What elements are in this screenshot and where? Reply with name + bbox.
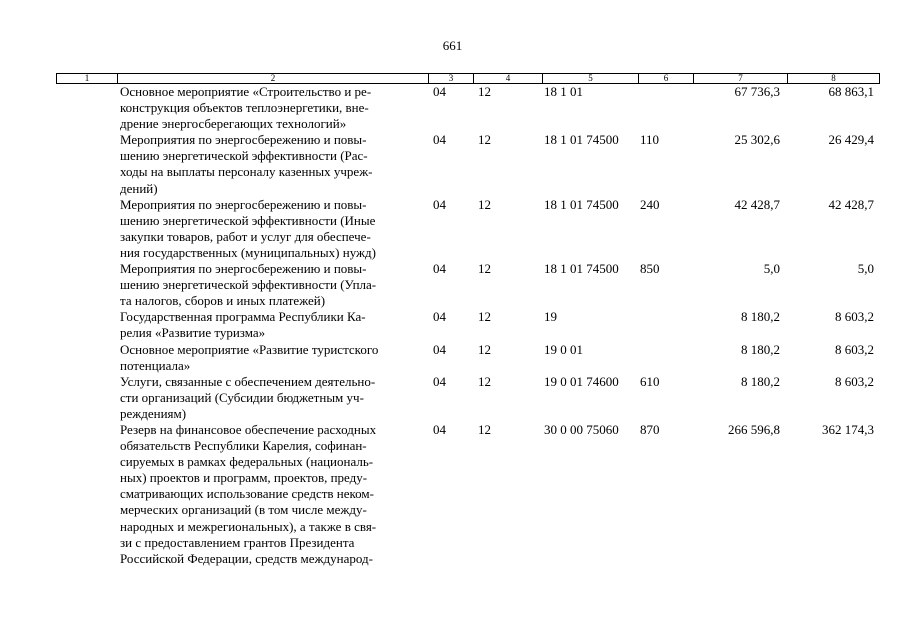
header-col-4: 4 bbox=[473, 74, 542, 83]
row-name-line: сматривающих использование средств неком- bbox=[120, 486, 374, 502]
row-subsection: 12 bbox=[478, 261, 491, 277]
row-target-code: 18 1 01 74500 bbox=[544, 132, 619, 148]
row-name-line: Основное мероприятие «Развитие туристского bbox=[120, 341, 379, 357]
row-name-line: Резерв на финансовое обеспечение расходных bbox=[120, 421, 377, 437]
row-subsection: 12 bbox=[478, 341, 491, 357]
row-name bbox=[116, 309, 427, 341]
table-header bbox=[56, 73, 880, 84]
row-expense-type: 110 bbox=[640, 132, 660, 148]
table-row bbox=[56, 342, 880, 374]
table-row bbox=[56, 261, 880, 309]
row-subsection: 12 bbox=[478, 309, 491, 325]
header-col-5: 5 bbox=[542, 74, 638, 83]
row-amount-year-2: 42 428,7 bbox=[828, 196, 874, 212]
row-target-code: 18 1 01 74500 bbox=[544, 196, 619, 212]
row-name-line: ния государственных (муниципальных) нужд) bbox=[120, 244, 376, 260]
row-name bbox=[116, 342, 427, 374]
row-amount-year-1: 5,0 bbox=[763, 261, 780, 277]
row-name-line: дрение энергосберегающих технологий» bbox=[120, 116, 347, 132]
row-amount-year-1: 8 180,2 bbox=[741, 373, 780, 389]
row-name-line: ных) проектов и программ, проектов, преду- bbox=[120, 470, 368, 486]
row-name-line: Основное мероприятие «Строительство и ре- bbox=[120, 84, 372, 99]
row-amount-year-2: 8 603,2 bbox=[835, 373, 874, 389]
row-name-line: зи с предоставлением грантов Президента bbox=[120, 534, 355, 550]
header-col-1: 1 bbox=[84, 73, 90, 83]
row-name bbox=[116, 197, 427, 261]
row-amount-year-1: 42 428,7 bbox=[734, 196, 780, 212]
row-amount-year-1: 266 596,8 bbox=[728, 421, 780, 437]
row-amount-year-2: 8 603,2 bbox=[835, 341, 874, 357]
row-subsection: 12 bbox=[478, 196, 491, 212]
row-section: 04 bbox=[433, 261, 446, 277]
row-section: 04 bbox=[433, 132, 446, 148]
row-name-line: закупки товаров, работ и услуг для обеспече- bbox=[120, 228, 371, 244]
row-amount-year-1: 8 180,2 bbox=[741, 341, 780, 357]
header-col-7: 7 bbox=[693, 74, 787, 83]
row-expense-type bbox=[637, 309, 692, 341]
table-row bbox=[56, 197, 880, 261]
row-amount-year-2: 68 863,1 bbox=[828, 84, 874, 99]
table-row bbox=[56, 374, 880, 422]
row-name-line: Мероприятия по энергосбережению и повы- bbox=[120, 196, 367, 212]
row-name-line: релия «Развитие туризма» bbox=[120, 325, 266, 341]
row-amount-year-1: 8 180,2 bbox=[741, 309, 780, 325]
row-col-1 bbox=[56, 309, 116, 341]
row-name-line: конструкция объектов теплоэнергетики, вне- bbox=[120, 100, 369, 116]
row-name-line: шению энергетической эффективности (Иные bbox=[120, 212, 376, 228]
row-subsection: 12 bbox=[478, 132, 491, 148]
row-amount-year-2: 8 603,2 bbox=[835, 309, 874, 325]
row-section: 04 bbox=[433, 84, 446, 99]
row-subsection: 12 bbox=[478, 84, 491, 99]
budget-table bbox=[56, 73, 880, 567]
row-col-1 bbox=[56, 132, 116, 196]
row-name-line: народных и межрегиональных), а также в свя- bbox=[120, 518, 377, 534]
row-target-code: 19 0 01 bbox=[544, 341, 583, 357]
table-row bbox=[56, 309, 880, 341]
row-col-1 bbox=[56, 342, 116, 374]
row-name bbox=[116, 132, 427, 196]
row-expense-type bbox=[637, 342, 692, 374]
row-name-line: Мероприятия по энергосбережению и повы- bbox=[120, 132, 367, 148]
row-section: 04 bbox=[433, 373, 446, 389]
row-col-1 bbox=[56, 84, 116, 132]
row-expense-type: 240 bbox=[640, 196, 660, 212]
row-expense-type: 870 bbox=[640, 421, 660, 437]
row-col-1 bbox=[56, 261, 116, 309]
row-amount-year-1: 67 736,3 bbox=[734, 84, 780, 99]
row-name-line: Мероприятия по энергосбережению и повы- bbox=[120, 261, 367, 277]
row-section: 04 bbox=[433, 421, 446, 437]
row-name-line: ходы на выплаты персоналу казенных учреж- bbox=[120, 164, 373, 180]
row-name-line: мерческих организаций (в том числе между- bbox=[120, 502, 367, 518]
row-name bbox=[116, 261, 427, 309]
row-name-line: шению энергетической эффективности (Упла- bbox=[120, 277, 377, 293]
header-col-8: 8 bbox=[787, 74, 879, 83]
table-row bbox=[56, 132, 880, 196]
row-target-code: 18 1 01 74500 bbox=[544, 261, 619, 277]
header-col-3: 3 bbox=[428, 74, 473, 83]
row-subsection: 12 bbox=[478, 421, 491, 437]
row-name-line: сти организаций (Субсидии бюджетным уч- bbox=[120, 389, 364, 405]
row-name bbox=[116, 422, 427, 567]
table-body bbox=[56, 84, 880, 567]
row-amount-year-2: 5,0 bbox=[857, 261, 874, 277]
row-amount-year-1: 25 302,6 bbox=[734, 132, 780, 148]
row-name-line: Российской Федерации, средств международ- bbox=[120, 550, 373, 566]
row-subsection: 12 bbox=[478, 373, 491, 389]
row-name-line: та налогов, сборов и иных платежей) bbox=[120, 293, 326, 309]
row-name-line: обязательств Республики Карелия, софинан- bbox=[120, 438, 367, 454]
header-col-6: 6 bbox=[638, 74, 693, 83]
row-section: 04 bbox=[433, 309, 446, 325]
row-name-line: потенциала» bbox=[120, 357, 191, 373]
header-col-2: 2 bbox=[117, 74, 428, 83]
row-name-line: дений) bbox=[120, 180, 158, 196]
table-row bbox=[56, 84, 880, 132]
row-expense-type: 610 bbox=[640, 373, 660, 389]
row-target-code: 19 bbox=[544, 309, 557, 325]
row-name-line: сируемых в рамках федеральных (националь- bbox=[120, 454, 374, 470]
row-target-code: 19 0 01 74600 bbox=[544, 373, 619, 389]
row-expense-type bbox=[637, 84, 692, 132]
row-col-1 bbox=[56, 422, 116, 567]
table-row bbox=[56, 422, 880, 567]
row-name bbox=[116, 374, 427, 422]
row-amount-year-2: 362 174,3 bbox=[822, 421, 874, 437]
row-name-line: Государственная программа Республики Ка- bbox=[120, 309, 366, 325]
page-number: 661 bbox=[442, 38, 463, 53]
row-amount-year-2: 26 429,4 bbox=[828, 132, 874, 148]
row-name-line: шению энергетической эффективности (Рас- bbox=[120, 148, 368, 164]
row-target-code: 18 1 01 bbox=[544, 84, 583, 99]
row-expense-type: 850 bbox=[640, 261, 660, 277]
row-name-line: реждениям) bbox=[120, 405, 187, 421]
row-target-code: 30 0 00 75060 bbox=[544, 421, 619, 437]
row-col-1 bbox=[56, 197, 116, 261]
row-name-line: Услуги, связанные с обеспечением деятельно- bbox=[120, 373, 376, 389]
row-section: 04 bbox=[433, 341, 446, 357]
row-name bbox=[116, 84, 427, 132]
row-col-1 bbox=[56, 374, 116, 422]
row-section: 04 bbox=[433, 196, 446, 212]
